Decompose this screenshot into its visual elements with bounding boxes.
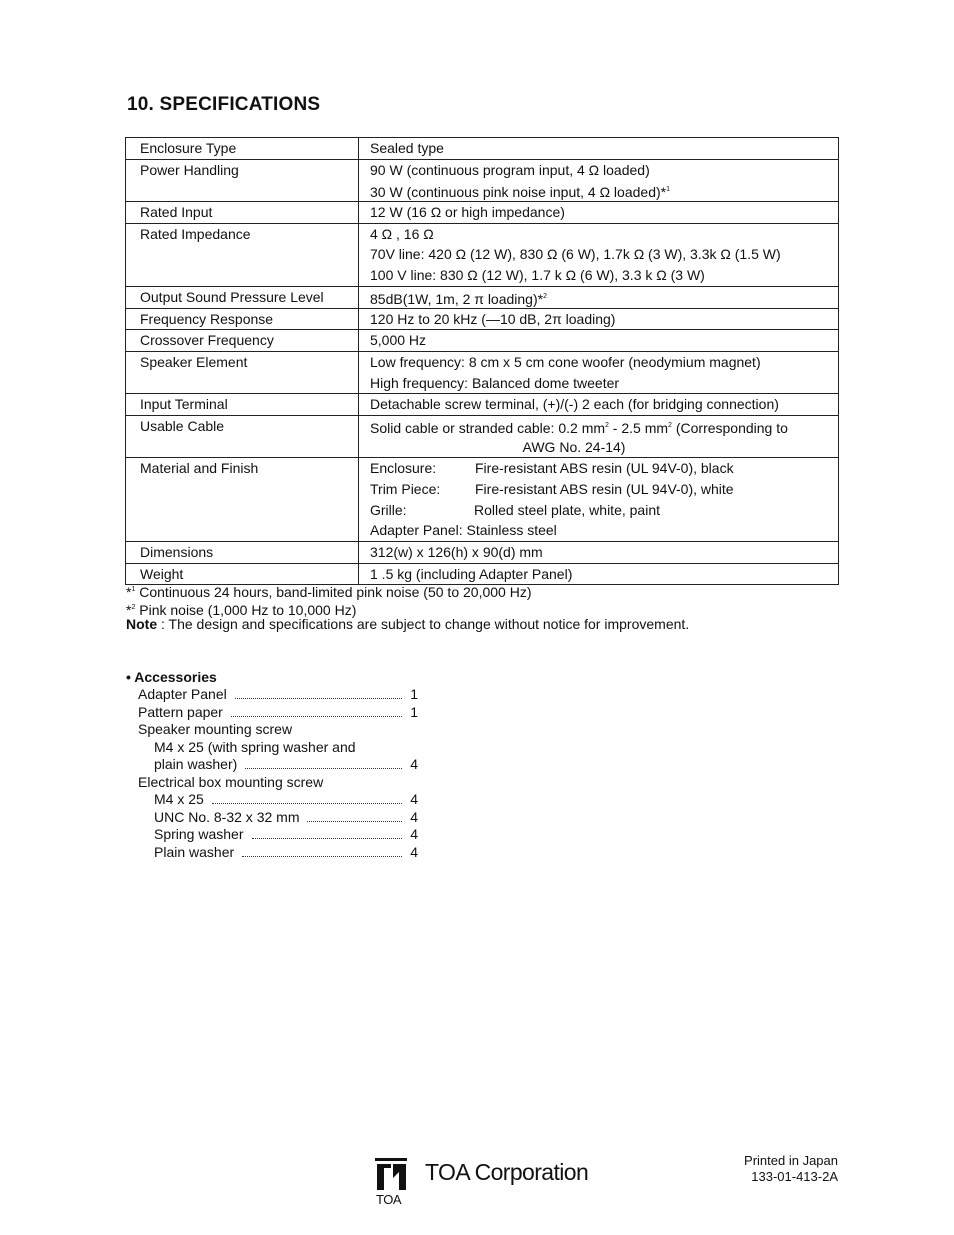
material-value: Fire-resistant ABS resin (UL 94V-0), white bbox=[475, 481, 734, 497]
superscript: 2 bbox=[668, 421, 672, 429]
accessories-list bbox=[138, 686, 418, 861]
spec-value: AWG No. 24-14) bbox=[522, 438, 626, 455]
table-row bbox=[126, 202, 839, 224]
spec-label: Frequency Response bbox=[140, 310, 274, 327]
table-row bbox=[126, 286, 839, 308]
leader-dots bbox=[245, 767, 402, 769]
spec-label: Crossover Frequency bbox=[140, 332, 274, 349]
list-item bbox=[138, 844, 418, 862]
list-item bbox=[138, 826, 418, 844]
spec-label: Dimensions bbox=[140, 544, 214, 561]
spec-value: Low frequency: 8 cm x 5 cm cone woofer (neodymium magnet) bbox=[370, 353, 761, 370]
spec-value: (Corresponding to bbox=[671, 419, 788, 436]
footnote-text: Pink noise (1,000 Hz to 10,000 Hz) bbox=[139, 601, 357, 618]
spec-label: Material and Finish bbox=[140, 460, 259, 477]
footnote-number: 1 bbox=[131, 586, 136, 593]
list-item bbox=[138, 756, 418, 774]
spec-label: Rated Impedance bbox=[140, 225, 251, 242]
spec-value: Solid cable or stranded cable: 0.2 mm bbox=[370, 419, 606, 436]
spec-label: Speaker Element bbox=[140, 353, 248, 370]
footnote-mark: * bbox=[126, 601, 132, 618]
list-item bbox=[138, 809, 418, 827]
material-key: Enclosure: bbox=[370, 460, 437, 477]
accessory-name: UNC No. 8-32 x 32 mm bbox=[154, 808, 300, 825]
spec-value: Adapter Panel: Stainless steel bbox=[370, 522, 557, 539]
spec-label: Weight bbox=[140, 565, 184, 582]
note-text: : The design and specifications are subject to change without notice for improvement. bbox=[157, 616, 690, 632]
accessory-name: M4 x 25 (with spring washer and bbox=[154, 738, 356, 755]
spec-value: - 2.5 mm bbox=[608, 419, 669, 436]
accessory-qty: 4 bbox=[410, 756, 418, 772]
spec-value: 312(w) x 126(h) x 90(d) mm bbox=[370, 544, 543, 561]
accessory-qty: 1 bbox=[410, 686, 418, 702]
table-row bbox=[126, 223, 839, 286]
accessory-qty: 4 bbox=[410, 791, 418, 807]
leader-dots bbox=[212, 802, 402, 804]
list-item bbox=[138, 704, 418, 722]
spec-value: 120 Hz to 20 kHz (—10 dB, 2π loading) bbox=[370, 310, 616, 327]
footnote-ref: 1 bbox=[666, 186, 670, 194]
accessory-name: Plain washer bbox=[154, 843, 235, 860]
material-value: Rolled steel plate, white, paint bbox=[474, 501, 660, 518]
accessory-qty: 4 bbox=[410, 808, 418, 825]
footnote-number: 2 bbox=[131, 603, 136, 611]
accessories-heading: • Accessories bbox=[126, 669, 217, 685]
accessory-name: Adapter Panel bbox=[138, 686, 227, 702]
spec-label: Power Handling bbox=[140, 161, 239, 178]
list-item bbox=[138, 686, 418, 704]
spec-value: 90 W (continuous program input, 4 Ω loaded) bbox=[370, 161, 650, 178]
spec-label: Rated Input bbox=[140, 204, 213, 221]
accessory-name: Electrical box mounting screw bbox=[138, 773, 324, 790]
leader-dots bbox=[235, 697, 402, 699]
spec-value: 85dB(1W, 1m, 2 π loading)* bbox=[370, 290, 544, 307]
list-item bbox=[138, 739, 418, 757]
table-row bbox=[126, 138, 839, 160]
accessory-name: Pattern paper bbox=[138, 703, 223, 720]
table-row bbox=[126, 415, 839, 457]
leader-dots bbox=[242, 855, 402, 857]
leader-dots bbox=[252, 837, 403, 839]
footnotes bbox=[126, 581, 689, 634]
logo-text: TOA bbox=[376, 1192, 401, 1207]
note-label: Note bbox=[126, 616, 158, 632]
leader-dots bbox=[307, 820, 402, 822]
table-row bbox=[126, 159, 839, 201]
list-item bbox=[138, 774, 418, 792]
spec-value: 5,000 Hz bbox=[370, 332, 427, 349]
accessory-name: Speaker mounting screw bbox=[138, 721, 293, 737]
spec-value: High frequency: Balanced dome tweeter bbox=[370, 374, 620, 391]
table-row bbox=[126, 394, 839, 416]
footnote-text: Continuous 24 hours, band-limited pink noise (50 to 20,000 Hz) bbox=[139, 584, 532, 600]
document-code: 133-01-413-2A bbox=[751, 1169, 838, 1184]
table-row bbox=[126, 330, 839, 352]
spec-label: Input Terminal bbox=[140, 396, 228, 413]
leader-dots bbox=[231, 715, 402, 717]
spec-label: Usable Cable bbox=[140, 417, 225, 434]
list-item bbox=[138, 791, 418, 809]
table-row bbox=[126, 308, 839, 330]
footnote-mark: * bbox=[126, 584, 132, 600]
spec-value: 4 Ω , 16 Ω bbox=[370, 225, 434, 242]
spec-value: 12 W (16 Ω or high impedance) bbox=[370, 204, 565, 221]
printed-in: Printed in Japan bbox=[744, 1153, 838, 1168]
toa-logo-icon bbox=[375, 1158, 407, 1193]
spec-value: 30 W (continuous pink noise input, 4 Ω loaded)* bbox=[370, 184, 667, 201]
accessory-qty: 4 bbox=[410, 826, 418, 842]
footnote-ref: 2 bbox=[543, 292, 547, 300]
accessory-qty: 1 bbox=[410, 703, 418, 720]
accessory-name: plain washer) bbox=[154, 756, 238, 772]
accessory-qty: 4 bbox=[410, 843, 418, 860]
company-name: TOA Corporation bbox=[425, 1159, 589, 1185]
spec-value: 70V line: 420 Ω (12 W), 830 Ω (6 W), 1.7k Ω (3 W), 3.3k Ω (1.5 W) bbox=[370, 246, 781, 263]
spec-value: 1 .5 kg (including Adapter Panel) bbox=[370, 565, 573, 582]
list-item bbox=[138, 721, 418, 739]
accessory-name: Spring washer bbox=[154, 826, 244, 842]
material-key: Trim Piece: bbox=[370, 481, 441, 497]
spec-value: Sealed type bbox=[370, 140, 444, 156]
table-row bbox=[126, 458, 839, 542]
print-info bbox=[744, 1153, 838, 1185]
spec-label: Enclosure Type bbox=[140, 140, 237, 156]
material-value: Fire-resistant ABS resin (UL 94V-0), black bbox=[475, 460, 734, 477]
page-title: 10. SPECIFICATIONS bbox=[127, 94, 321, 115]
accessory-name: M4 x 25 bbox=[154, 791, 204, 807]
table-row bbox=[126, 351, 839, 393]
specifications-table bbox=[125, 137, 839, 585]
material-key: Grille: bbox=[370, 501, 407, 518]
spec-label: Output Sound Pressure Level bbox=[140, 288, 324, 305]
spec-value: Detachable screw terminal, (+)/(-) 2 each (for bridging connection) bbox=[370, 396, 779, 413]
spec-value: 100 V line: 830 Ω (12 W), 1.7 k Ω (6 W), 3.3 k Ω (3 W) bbox=[370, 267, 705, 284]
superscript: 2 bbox=[605, 421, 609, 429]
table-row bbox=[126, 542, 839, 564]
